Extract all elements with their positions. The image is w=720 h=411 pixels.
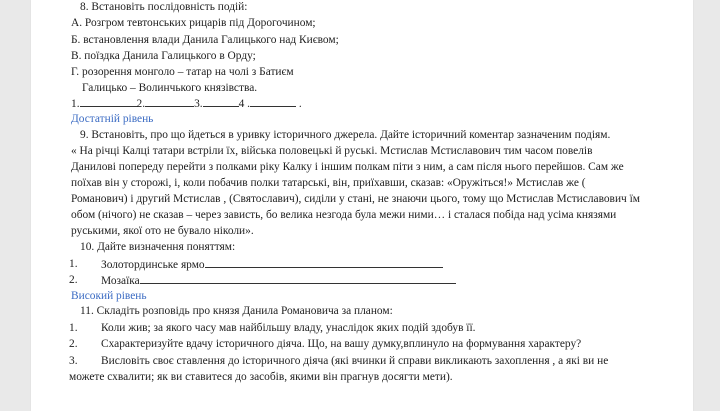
q10-item-1-term: Золотординське ярмо [101,259,205,271]
q9-source-line-4: Романович) і другий Мстислав , (Святославич), сиділи у стані, не знаючи цього, тому що Мстислав Мстиславович їм [71,193,640,205]
answer-label-2: 2. [136,98,146,110]
q10-item-2-number: 2. [69,274,78,286]
q9-source-line-3: поїхав він у сторожі, і, коли побачив полки татарські, він, приїхавши, сказав: «Оружіться!» Мстислав же ( [71,177,586,189]
q8-option-d: Г. розорення монголо – татар на чолі з Батиєм [71,66,294,78]
q11-item-2-number: 2. [69,338,78,350]
q8-option-a: А. Розгром тевтонських рицарів під Дорогочином; [71,17,316,29]
q10-item-2-blank[interactable] [140,273,456,284]
q10-item-1 [101,257,443,272]
q11-item-2: Схарактеризуйте вдачу історичного діяча. Що, на вашу думку,вплинуло на формування характеру? [101,338,582,350]
q11-item-1-number: 1. [69,322,78,334]
answer-end-dot: . [298,98,302,110]
answer-blank-4[interactable] [250,96,296,107]
level-sufficient-heading: Достатній рівень [71,113,154,125]
q10-item-2-term: Мозаїка [101,275,140,287]
q11-item-3-continuation: можете схвалити; як ви ставитеся до засобів, якими він прагнув досягти мети). [69,371,453,383]
answer-label-4: 4 . [238,98,251,110]
q8-answer-line [71,96,302,111]
q9-source-line-2: Данилові попереду перейти з полками ріку Калку і іншим полкам піти з ним, а сам після нього перейшов. Сам же [71,161,624,173]
q10-item-1-blank[interactable] [205,257,443,268]
answer-blank-2[interactable] [145,96,194,107]
q9-source-line-1: « На річці Калці татари встріли їх, війська половецькі й руські. Мстислав Мстиславович тим часом повелів [71,145,593,157]
q10-item-1-number: 1. [69,258,78,270]
q8-option-d-continuation: Галицько – Волинчького князівства. [82,82,258,94]
answer-label-3: 3. [194,98,203,110]
q10-item-2 [101,273,456,288]
q11-heading: 11. Складіть розповідь про князя Данила Романовича за планом: [80,305,393,317]
q11-item-3-number: 3. [69,355,78,367]
q9-source-line-5: обом (нічого) не сказав – через зависть, бо велика незгода була межи ними… і сталася побіда над усіма князями [71,209,617,221]
q8-option-c: В. поїздка Данила Галицького в Орду; [71,50,256,62]
q9-heading: 9. Встановіть, про що йдеться в уривку історичного джерела. Дайте історичний коментар зазначеним подіям. [80,129,611,141]
answer-label-1: 1. [71,98,80,110]
q11-item-3: Висловіть своє ставлення до історичного діяча (які вчинки й справи викликають захоплення , а які ви не [101,355,609,367]
q10-heading: 10. Дайте визначення поняттям: [80,241,236,253]
answer-blank-1[interactable] [80,96,137,107]
q9-source-line-6: руськими, якої ото не бувало ніколи». [71,225,254,237]
level-high-heading: Високий рівень [71,290,147,302]
answer-blank-3[interactable] [203,96,239,107]
worksheet-page [31,0,693,411]
q8-option-b: Б. встановлення влади Данила Галицького над Києвом; [71,34,339,46]
q8-heading: 8. Встановіть послідовність подій: [80,1,248,13]
q11-item-1: Коли жив; за якого часу мав найбільшу владу, унаслідок яких подій здобув її. [101,322,476,334]
